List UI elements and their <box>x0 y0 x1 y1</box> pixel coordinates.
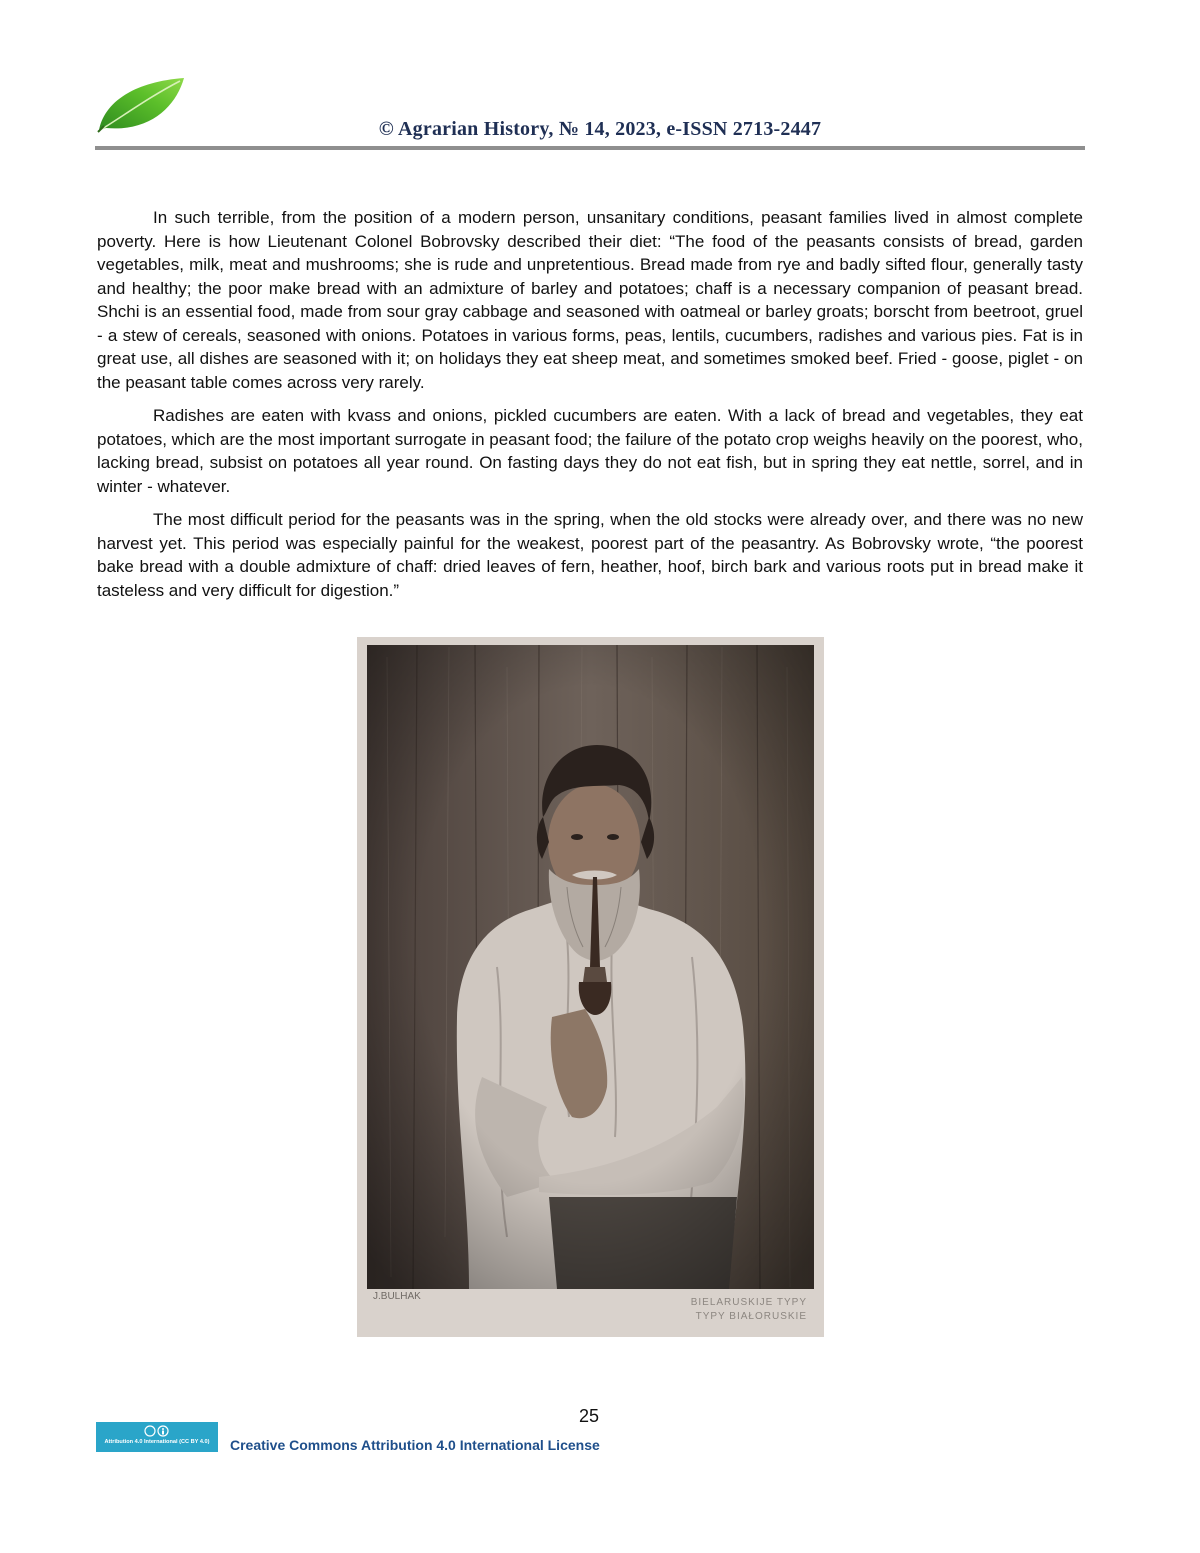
photo-caption-right-line2: TYPY BIAŁORUSKIE <box>695 1311 807 1322</box>
photo-caption-right-line1: BIELARUSKIJE TYPY <box>690 1297 807 1308</box>
page-number: 25 <box>578 1406 600 1426</box>
paragraph-1: In such terrible, from the position of a modern person, unsanitary conditions, peasant families lived in almost complete poverty. Here is how Lieutenant Colonel Bobrovsky described their diet: “The food of the peasants consists of bread, garden vegetables, milk, meat and mushrooms; she is rude and unpretentious. Bread made from rye and badly sifted flour, generally tasty and healthy; the poor make bread with an admixture of barley and potatoes; chaff is a necessary companion of peasant bread. Shchi is an essential food, made from sour gray cabbage and seasoned with oatmeal or barley groats; borscht from beetroot, gruel - a stew of cereals, seasoned with onions. Potatoes in various forms, peas, lentils, cucumbers, radishes and various pies. Fat is in great use, all dishes are seasoned with it; on holidays they eat sheep meat, and sometimes smoked beef. Fried - goose, piglet - on the peasant table comes across very rarely. <box>97 208 1083 392</box>
cc-license-badge[interactable] <box>96 1422 218 1452</box>
header-divider <box>95 146 1085 150</box>
article-body <box>97 206 1083 612</box>
paragraph-2: Radishes are eaten with kvass and onions, pickled cucumbers are eaten. With a lack of bread and vegetables, they eat potatoes, which are the most important surrogate in peasant food; the failure of the potato crop weighs heavily on the poorest, who, lacking bread, subsist on potatoes all year round. On fasting days they do not eat fish, but in spring they eat nettle, sorrel, and in winter - whatever. <box>97 406 1083 496</box>
license-link[interactable]: Creative Commons Attribution 4.0 International License <box>230 1437 600 1453</box>
cc-badge-text: Attribution 4.0 International (CC BY 4.0) <box>104 1439 210 1445</box>
photo-caption-left: J.BULHAK <box>373 1291 421 1302</box>
cc-by-icon <box>144 1425 170 1437</box>
journal-header-title: © Agrarian History, № 14, 2023, e-ISSN 2713-2447 <box>378 118 822 140</box>
peasant-portrait-photo <box>357 637 824 1337</box>
paragraph-3: The most difficult period for the peasants was in the spring, when the old stocks were already over, and there was no new harvest yet. This period was especially painful for the weakest, poorest part of the peasantry. As Bobrovsky wrote, “the poorest bake bread with a double admixture of chaff: dried leaves of fern, heather, hoof, birch bark and various roots put in bread make it tasteless and very difficult for digestion.” <box>97 510 1083 600</box>
